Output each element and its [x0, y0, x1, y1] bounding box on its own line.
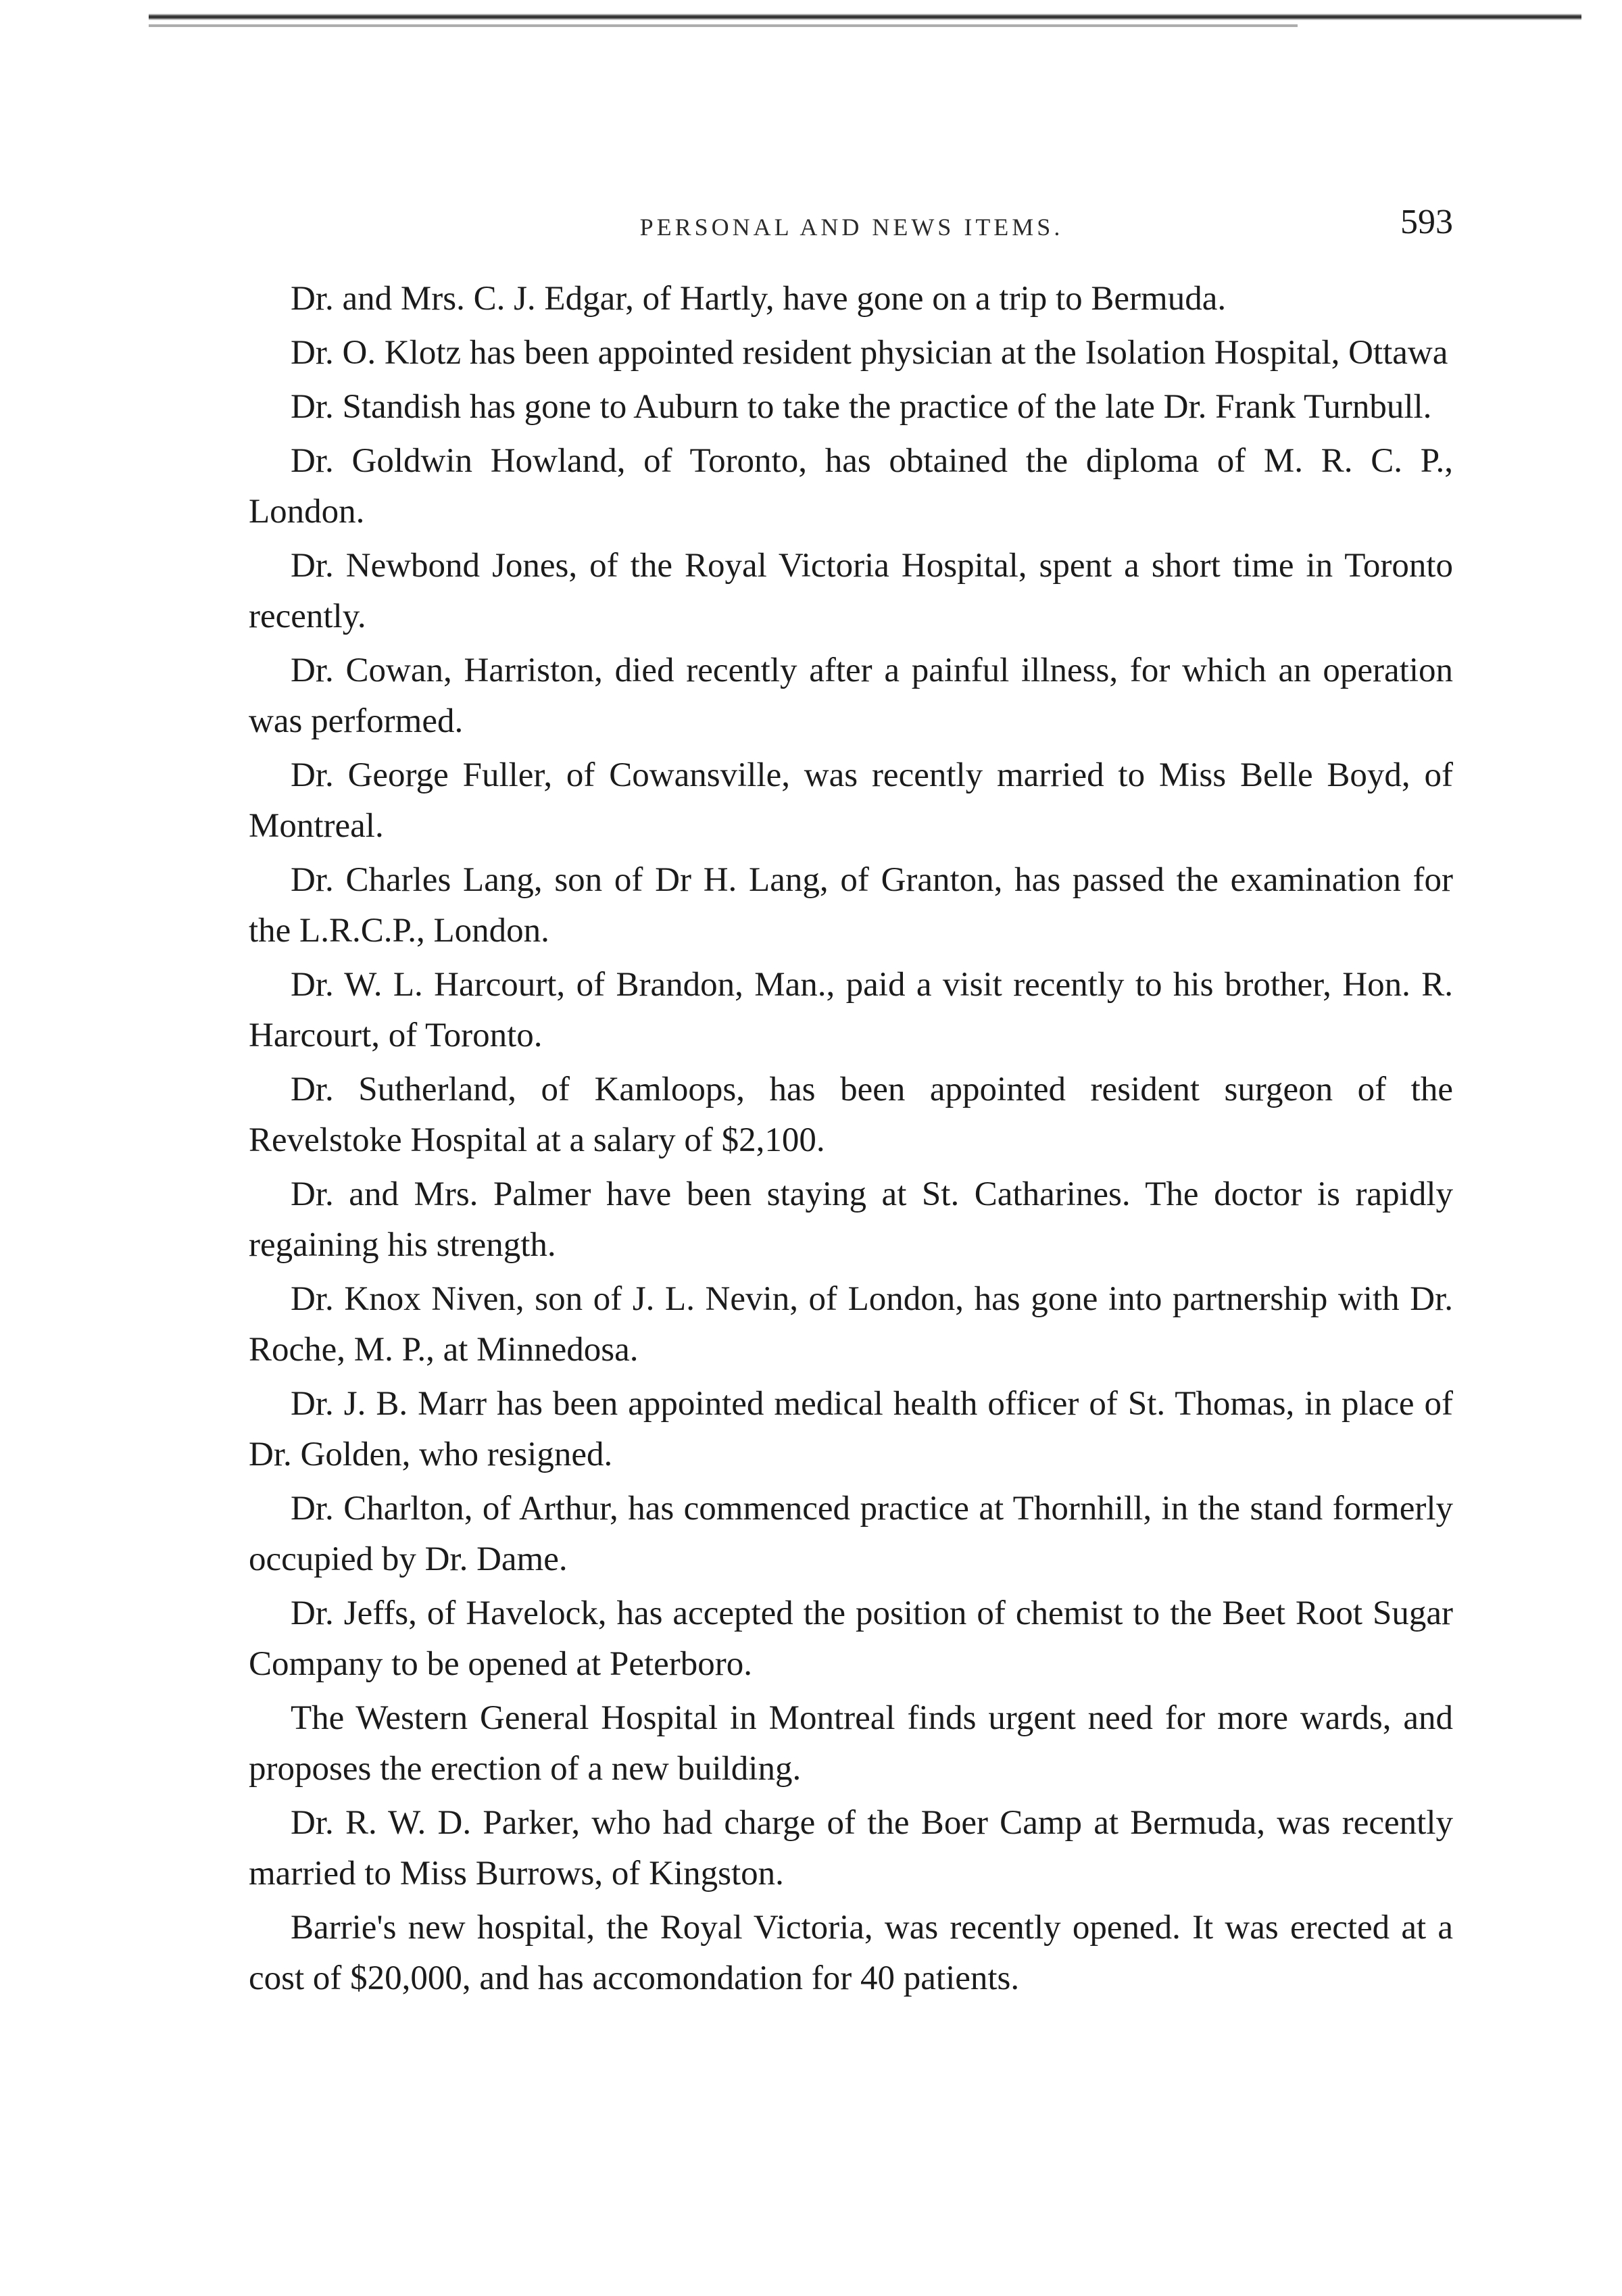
news-item: Dr. Charles Lang, son of Dr H. Lang, of Granton, has passed the examination for the L.R.C.P., London. [249, 861, 1453, 950]
news-item: Dr. Charlton, of Arthur, has commenced practice at Thornhill, in the stand formerly occupied by Dr. Dame. [249, 1490, 1453, 1578]
news-item: Dr. George Fuller, of Cowansville, was recently married to Miss Belle Boyd, of Montreal. [249, 756, 1453, 845]
top-rule-secondary [149, 24, 1298, 27]
news-item: Dr. Sutherland, of Kamloops, has been appointed resident surgeon of the Revelstoke Hospital at a salary of $2,100. [249, 1071, 1453, 1159]
news-items-column [249, 274, 1453, 2007]
news-item: Dr. R. W. D. Parker, who had charge of the Boer Camp at Bermuda, was recently married to Miss Burrows, of Kingston. [249, 1804, 1453, 1892]
news-item: Dr. Knox Niven, son of J. L. Nevin, of London, has gone into partnership with Dr. Roche, M. P., at Minnedosa. [249, 1280, 1453, 1369]
news-item: Dr. Cowan, Harriston, died recently after a painful illness, for which an operation was performed. [249, 652, 1453, 740]
news-item: Dr. Jeffs, of Havelock, has accepted the position of chemist to the Beet Root Sugar Company to be opened at Peterboro. [249, 1594, 1453, 1683]
news-item: The Western General Hospital in Montreal finds urgent need for more wards, and proposes the erection of a new building. [249, 1699, 1453, 1788]
page-number: 593 [1400, 203, 1453, 241]
news-item: Dr. Newbond Jones, of the Royal Victoria Hospital, spent a short time in Toronto recently. [249, 547, 1453, 635]
news-item: Dr. and Mrs. Palmer have been staying at St. Catharines. The doctor is rapidly regaining his strength. [249, 1175, 1453, 1264]
news-item: Dr. W. L. Harcourt, of Brandon, Man., paid a visit recently to his brother, Hon. R. Harcourt, of Toronto. [249, 966, 1453, 1054]
news-item: Dr. J. B. Marr has been appointed medical health officer of St. Thomas, in place of Dr. Golden, who resigned. [249, 1385, 1453, 1473]
news-item: Dr. and Mrs. C. J. Edgar, of Hartly, have gone on a trip to Bermuda. [291, 280, 1227, 318]
news-item: Barrie's new hospital, the Royal Victoria, was recently opened. It was erected at a cost of $20,000, and has accomondation for 40 patients. [249, 1909, 1453, 1997]
top-rule [149, 14, 1581, 20]
running-title: PERSONAL AND NEWS ITEMS. [639, 214, 1064, 241]
running-head [250, 199, 1453, 247]
news-item: Dr. Standish has gone to Auburn to take the practice of the late Dr. Frank Turnbull. [291, 388, 1432, 426]
news-item: Dr. Goldwin Howland, of Toronto, has obtained the diploma of M. R. C. P., London. [249, 442, 1453, 531]
news-item: Dr. O. Klotz has been appointed resident physician at the Isolation Hospital, Ottawa [291, 334, 1448, 372]
